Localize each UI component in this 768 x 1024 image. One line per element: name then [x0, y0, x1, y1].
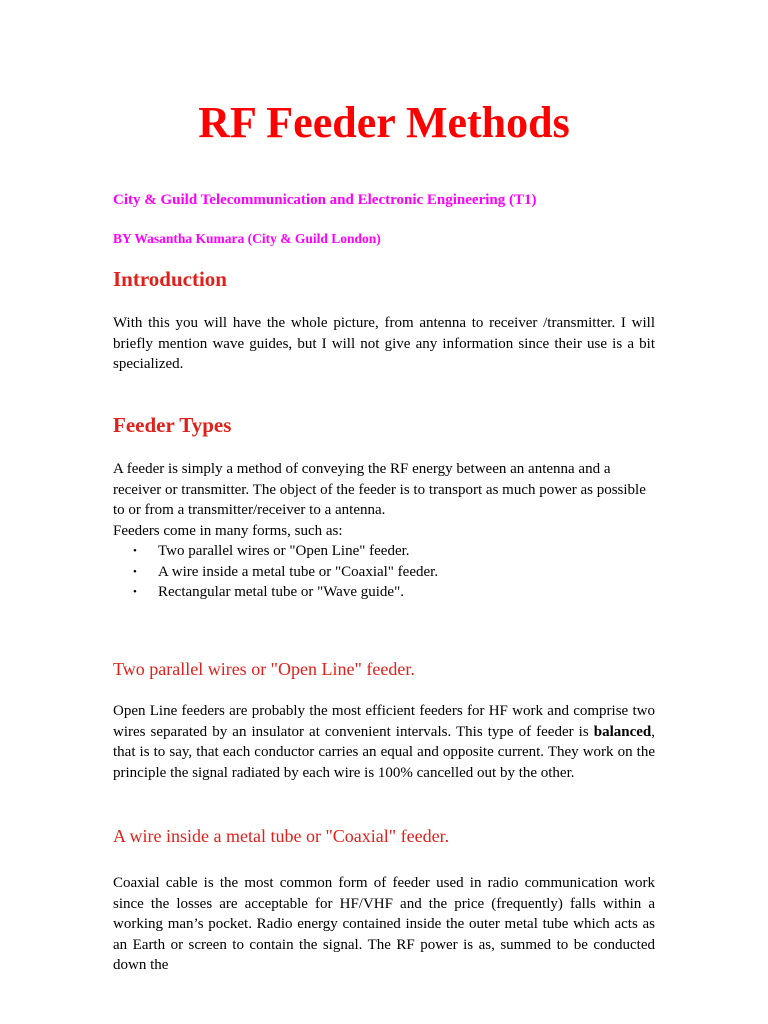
- bullet-icon: •: [133, 545, 137, 557]
- coaxial-paragraph: Coaxial cable is the most common form of feeder used in radio communication work since the losses are acceptable for HF/VHF and the price (frequently) falls within a working man’s pocket. Radio energy contained inside the outer metal tube which acts as an Earth or screen to contain the signal. The RF power is as, summed to be conducted down the: [113, 875, 655, 974]
- feeder-types-list: [113, 541, 438, 603]
- list-item: [113, 562, 438, 583]
- feeder-types-text-2: Feeders come in many forms, such as:: [113, 522, 343, 539]
- open-line-paragraph: [113, 701, 655, 783]
- author-line: BY Wasantha Kumara (City & Guild London): [113, 231, 381, 246]
- open-line-bold-word: balanced: [593, 723, 652, 740]
- list-item: [113, 541, 438, 562]
- list-item: [113, 582, 438, 603]
- coaxial-heading: A wire inside a metal tube or "Coaxial" feeder.: [113, 826, 450, 846]
- open-line-text-before: Open Line feeders are probably the most efficient feeders for HF work and comprise two wires separated by an insulator at convenient intervals. This type of feeder is: [113, 703, 655, 740]
- list-item-text: Two parallel wires or "Open Line" feeder.: [158, 543, 410, 559]
- introduction-heading: Introduction: [113, 267, 227, 291]
- feeder-types-text-1: A feeder is simply a method of conveying the RF energy between an antenna and a receiver or transmitter. The object of the feeder is to transport as much power as possible to or from a transmitter/receiver to a antenna.: [113, 461, 646, 519]
- open-line-heading: Two parallel wires or "Open Line" feeder.: [113, 659, 415, 679]
- document-title: RF Feeder Methods: [198, 98, 570, 147]
- list-item-text: A wire inside a metal tube or "Coaxial" feeder.: [158, 563, 439, 580]
- open-line-text-after: , that is to say, that each conductor carries an equal and opposite current. They work on the principle the signal radiated by each wire is 100% cancelled out by the other.: [113, 723, 655, 781]
- course-subtitle: City & Guild Telecommunication and Electronic Engineering (T1): [113, 192, 537, 208]
- bullet-icon: •: [133, 586, 137, 599]
- feeder-types-paragraph: [113, 459, 655, 541]
- introduction-paragraph: With this you will have the whole picture, from antenna to receiver /transmitter. I will briefly mention wave guides, but I will not give any information since their use is a bit specialized.: [113, 315, 655, 373]
- bullet-icon: •: [133, 565, 137, 578]
- feeder-types-heading: Feeder Types: [113, 413, 232, 437]
- list-item-text: Rectangular metal tube or "Wave guide".: [158, 584, 404, 601]
